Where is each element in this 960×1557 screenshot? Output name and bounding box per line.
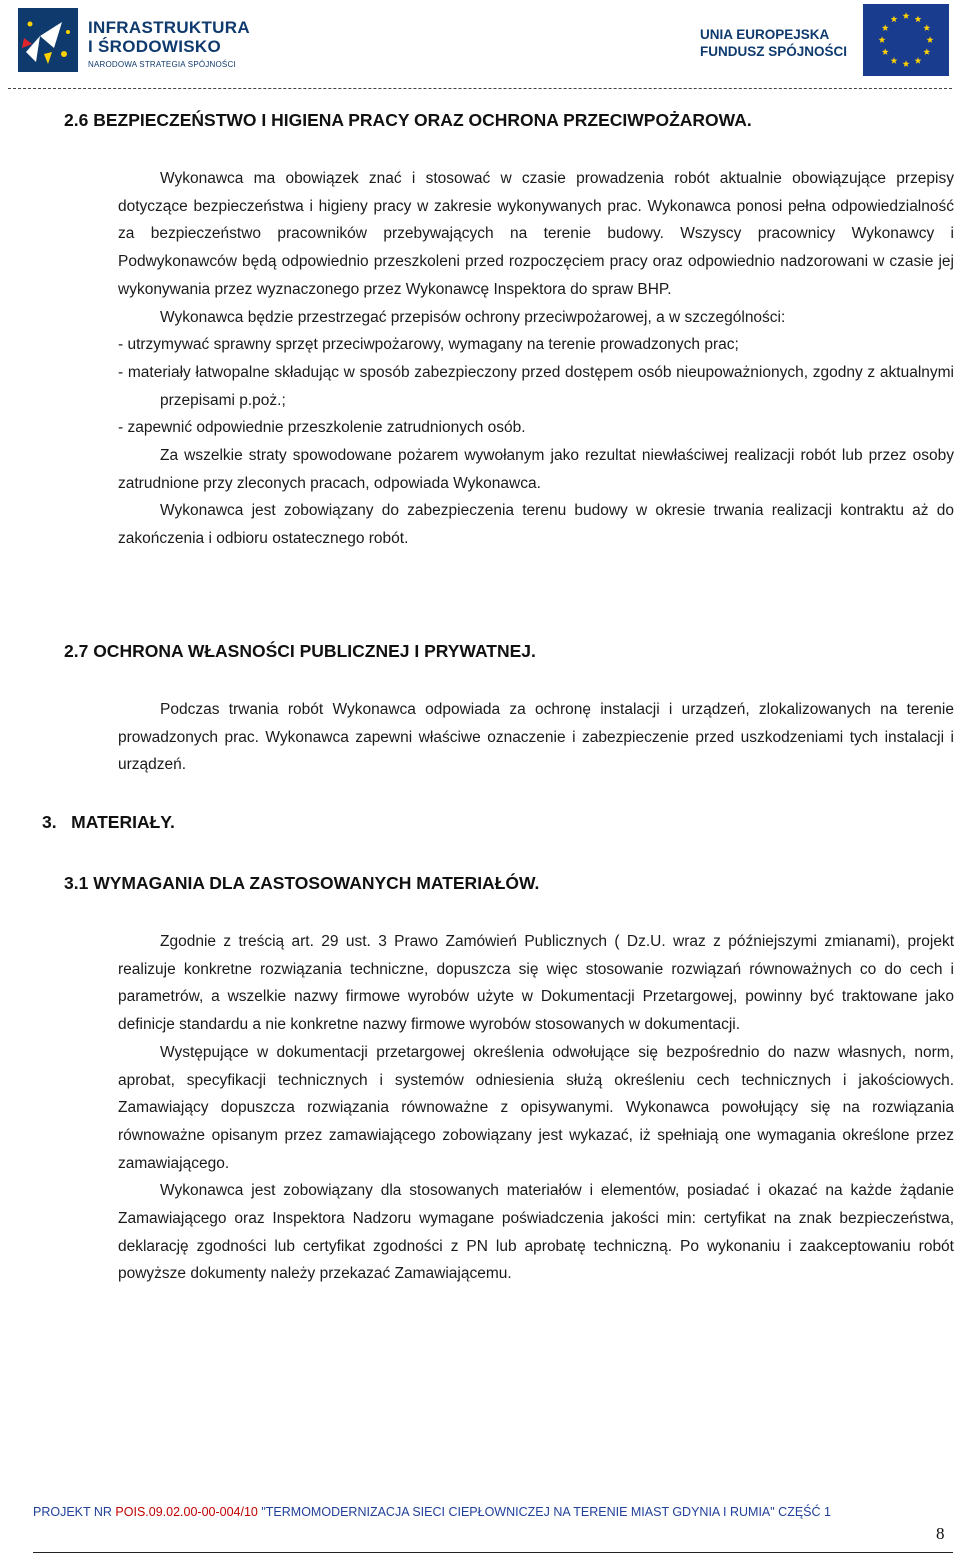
paragraph: Podczas trwania robót Wykonawca odpowiada za ochronę instalacji i urządzeń, zlokalizowanych na terenie prowadzonych prac. Wykonawca zapewni właściwe oznaczenie i zabezpieczenie przed uszkodzeniami tych instalacji i urządzeń. — [118, 701, 954, 774]
list-item: - utrzymywać sprawny sprzęt przeciwpożarowy, wymagany na terenie prowadzonych prac; — [118, 336, 739, 354]
heading-3-1: 3.1 WYMAGANIA DLA ZASTOSOWANYCH MATERIAŁÓW. — [64, 873, 540, 893]
section-3-1-body — [118, 928, 954, 1288]
heading-2-7: 2.7 OCHRONA WŁASNOŚCI PUBLICZNEJ I PRYWATNEJ. — [64, 641, 536, 661]
logo-eu-cohesion-fund — [700, 4, 952, 74]
logo-right-line2: FUNDUSZ SPÓJNOŚCI — [700, 44, 848, 59]
logo-right-line1: UNIA EUROPEJSKA — [700, 27, 830, 42]
eu-flag-icon — [863, 4, 949, 76]
section-2-7-body — [118, 696, 954, 779]
list-item: - zapewnić odpowiednie przeszkolenie zatrudnionych osób. — [118, 419, 526, 437]
logo-left-line1: INFRASTRUKTURA — [88, 18, 250, 37]
paragraph: Występujące w dokumentacji przetargowej określenia odwołujące się bezpośrednio do nazw własnych, norm, aprobat, specyfikacji technicznych i systemów odniesienia służą określeniu cech technicznych i jakościowych. Zamawiający dopuszcza rozwiązania równoważne z opisywanymi. Wykonawca powołujący się na rozwiązania równoważne opisanym przez zamawiającego zobowiązany jest wykazać, iż spełniają one wymagania określone przez zamawiającego. — [118, 1043, 954, 1172]
logo-left-line3: NARODOWA STRATEGIA SPÓJNOŚCI — [88, 60, 236, 69]
logo-left-line2: I ŚRODOWISKO — [88, 37, 221, 56]
infrastructure-logo-icon — [18, 8, 78, 72]
paragraph: Wykonawca będzie przestrzegać przepisów ochrony przeciwpożarowej, a w szczególności: — [160, 308, 786, 326]
paragraph: Zgodnie z treścią art. 29 ust. 3 Prawo Zamówień Publicznych ( Dz.U. wraz z późniejszymi zmianami), projekt realizuje konkretne rozwiązania techniczne, dopuszcza się więc stosowanie rozwiązań równoważnych co do cech i parametrów, a wszelkie nazwy firmowe wyrobów użyte w Dokumentacji Przetargowej, powinny być traktowane jako definicje standardu a nie konkretne nazwy firmowe wyrobów stosowanych w dokumentacji. — [118, 933, 954, 1034]
paragraph: Wykonawca jest zobowiązany do zabezpieczenia terenu budowy w okresie trwania realizacji kontraktu aż do zakończenia i odbioru ostatecznego robót. — [118, 502, 954, 548]
footer-title: "TERMOMODERNIZACJA SIECI CIEPŁOWNICZEJ NA TERENIE MIAST GDYNIA I RUMIA" CZĘŚĆ 1 — [257, 1505, 831, 1519]
footer-divider — [33, 1552, 953, 1553]
section-2-6-body — [118, 165, 954, 553]
heading-2-6: 2.6 BEZPIECZEŃSTWO I HIGIENA PRACY ORAZ OCHRONA PRZECIWPOŻAROWA. — [64, 110, 752, 130]
list-item: - materiały łatwopalne składując w sposób zabezpieczony przed dostępem osób nieupoważnionych, zgodny z aktualnymi przepisami p.poż.; — [118, 363, 954, 409]
paragraph: Za wszelkie straty spowodowane pożarem wywołanym jako rezultat niewłaściwej realizacji robót lub przez osoby zatrudnione przy zleconych pracach, odpowiada Wykonawca. — [118, 447, 954, 492]
footer-project-number: POIS.09.02.00-00-004/10 — [115, 1505, 258, 1519]
footer-prefix: PROJEKT NR — [33, 1505, 116, 1519]
header-divider — [8, 88, 952, 89]
heading-3: 3. MATERIAŁY. — [42, 812, 175, 832]
paragraph: Wykonawca jest zobowiązany dla stosowanych materiałów i elementów, posiadać i okazać na każde żądanie Zamawiającego oraz Inspektora Nadzoru wymagane poświadczenia jakości min: certyfikat na znak bezpieczeństwa, deklarację zgodności lub certyfikat zgodności z PN lub aprobatę techniczną. Po wykonaniu i zaakceptowaniu robót powyższe dokumenty należy przekazać Zamawiającemu. — [118, 1182, 954, 1283]
paragraph: Wykonawca ma obowiązek znać i stosować w czasie prowadzenia robót aktualnie obowiązujące przepisy dotyczące bezpieczeństwa i higieny pracy w zakresie wykonywanych prac. Wykonawca ponosi pełna odpowiedzialność za bezpieczeństwo pracowników przebywających na terenie budowy. Wszyscy pracownicy Wykonawcy i Podwykonawców będą odpowiednio przeszkoleni przed rozpoczęciem pracy oraz odpowiednio nadzorowani w czasie jej wykonywania przez wyznaczonego przez Wykonawcę Inspektora do spraw BHP. — [118, 170, 954, 298]
footer — [33, 1505, 933, 1519]
page-number: 8 — [936, 1524, 945, 1543]
logo-infrastruktura — [18, 8, 248, 72]
